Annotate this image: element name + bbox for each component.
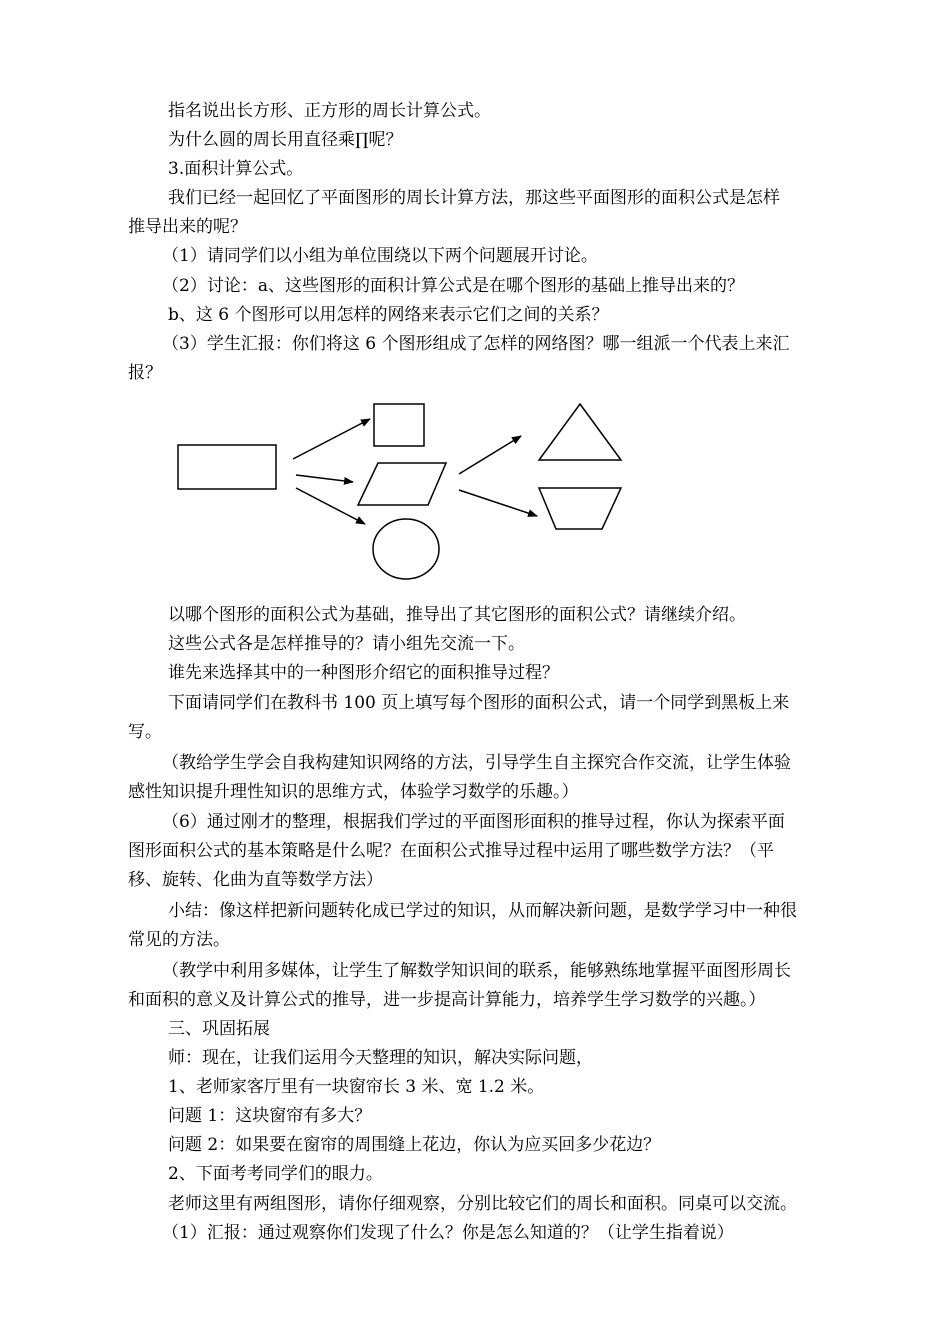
arrow-to-parallelogram [296,475,353,482]
arrow-to-circle [296,488,365,524]
text-line: （6）通过刚才的整理，根据我们学过的平面图形面积的推导过程，你认为探索平面 [162,812,785,832]
text-line: 写。 [128,722,162,742]
arrow-to-trapezoid [459,490,537,516]
text-line: 2、下面考考同学们的眼力。 [168,1164,383,1184]
text-line: 我们已经一起回忆了平面图形的周长计算方法，那这些平面图形的面积公式是怎样 [168,188,780,208]
text-line: 指名说出长方形、正方形的周长计算公式。 [168,101,491,121]
text-line: 3.面积计算公式。 [168,159,304,179]
circle-shape [373,519,439,579]
text-line: 推导出来的呢？ [128,217,247,237]
arrow-to-square [293,419,370,459]
text-line: （1）汇报：通过观察你们发现了什么？你是怎么知道的？（让学生指着说） [162,1223,734,1243]
text-line: （3）学生汇报：你们将这 6 个图形组成了怎样的网络图？哪一组派一个代表上来汇 [162,334,790,354]
text-line: 以哪个图形的面积公式为基础，推导出了其它图形的面积公式？请继续介绍。 [168,605,746,625]
text-line: 问题 2：如果要在窗帘的周围缝上花边，你认为应买回多少花边？ [168,1135,661,1155]
text-line: （教学中利用多媒体，让学生了解数学知识间的联系，能够熟练地掌握平面图形周长 [162,961,791,981]
trapezoid-shape [539,488,621,529]
text-line: 图形面积公式的基本策略是什么呢？在面积公式推导过程中运用了哪些数学方法？（平 [128,841,774,861]
text-line: 常见的方法。 [128,930,230,950]
text-line: 和面积的意义及计算公式的推导，进一步提高计算能力，培养学生学习数学的兴趣。） [128,990,766,1010]
triangle-shape [539,404,621,460]
text-line: 为什么圆的周长用直径乘∏呢？ [168,130,403,150]
text-line: 下面请同学们在教科书 100 页上填写每个图形的面积公式，请一个同学到黑板上来 [168,693,790,713]
text-line: 移、旋转、化曲为直等数学方法） [128,870,383,890]
text-line: 老师这里有两组图形，请你仔细观察，分别比较它们的周长和面积。同桌可以交流。 [168,1194,797,1214]
parallelogram-shape [358,463,446,505]
text-line: b、这 6 个图形可以用怎样的网络来表示它们之间的关系？ [168,305,609,325]
text-line: 报？ [128,363,162,383]
text-line: 1、老师家客厅里有一块窗帘长 3 米、宽 1.2 米。 [168,1077,545,1097]
section-heading: 三、巩固拓展 [168,1019,270,1039]
text-line: 问题 1：这块窗帘有多大？ [168,1106,372,1126]
text-line: （教给学生学会自我构建知识网络的方法，引导学生自主探究合作交流，让学生体验 [162,753,791,773]
shape-network-diagram [160,395,660,595]
text-line: 感性知识提升理性知识的思维方式，体验学习数学的乐趣。） [128,782,579,802]
text-line: 谁先来选择其中的一种图形介绍它的面积推导过程？ [168,663,559,683]
square-shape [374,404,424,446]
text-line: 小结：像这样把新问题转化成已学过的知识，从而解决新问题，是数学学习中一种很 [168,901,797,921]
text-line: （2）讨论：a、这些图形的面积计算公式是在哪个图形的基础上推导出来的？ [162,276,744,296]
arrow-to-triangle [459,436,521,474]
rectangle-shape [178,445,276,489]
text-line: 师：现在，让我们运用今天整理的知识，解决实际问题， [168,1048,593,1068]
text-line: （1）请同学们以小组为单位围绕以下两个问题展开讨论。 [162,246,598,266]
text-line: 这些公式各是怎样推导的？请小组先交流一下。 [168,634,525,654]
